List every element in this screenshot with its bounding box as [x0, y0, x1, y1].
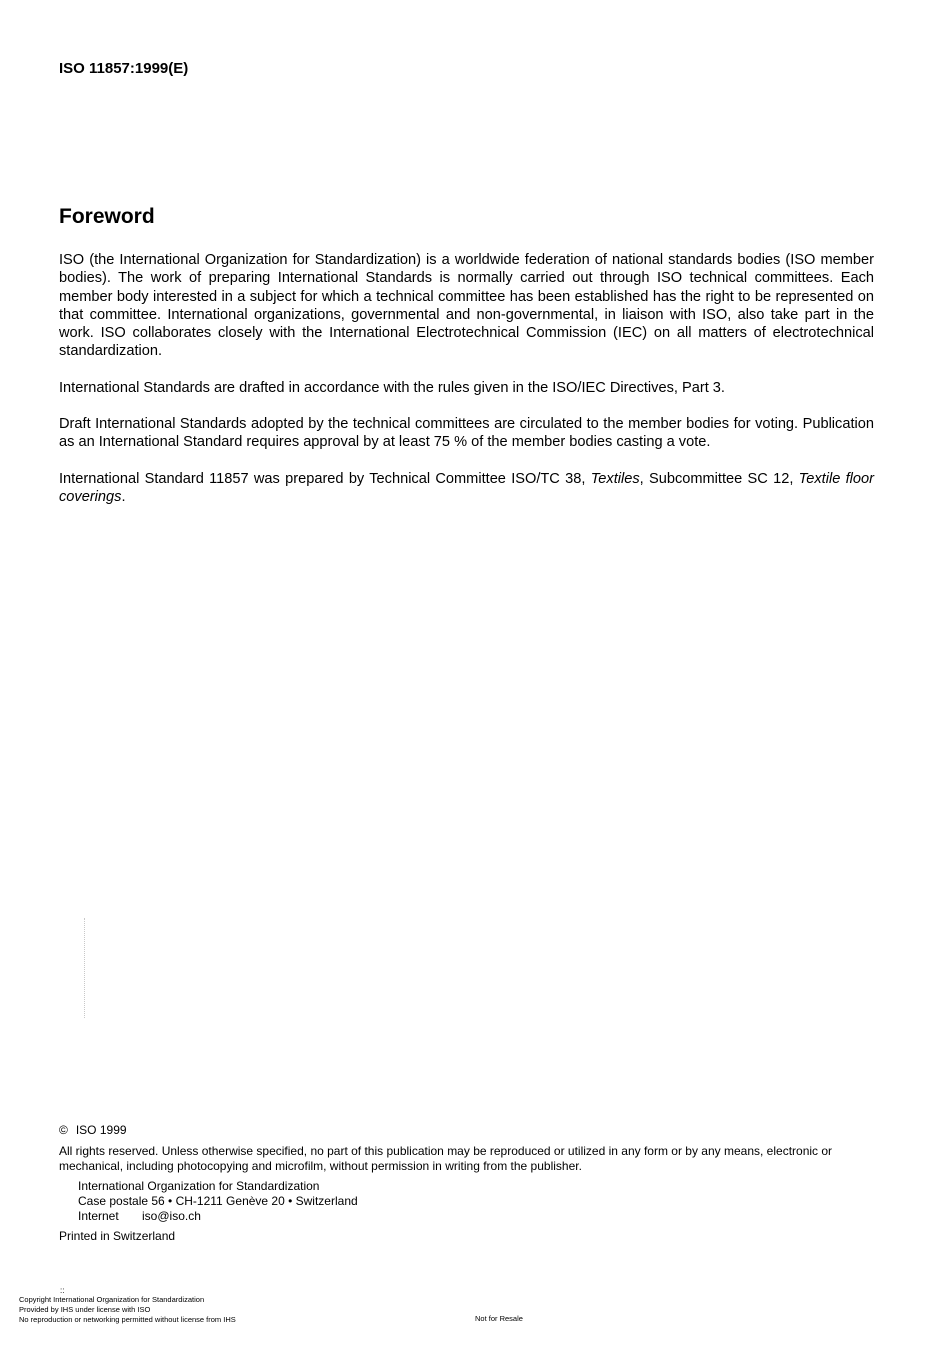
footer-dots: :: [60, 1286, 65, 1295]
vertical-dotted-mark [84, 918, 87, 1018]
not-for-resale-notice: Not for Resale [475, 1314, 523, 1323]
publisher-name: International Organization for Standardization [78, 1179, 320, 1193]
committee-text-3: . [121, 488, 126, 505]
publisher-address [78, 1179, 879, 1224]
paragraph-directives: International Standards are drafted in accordance with the rules given in the ISO/IEC Directives, Part 3. [59, 379, 725, 396]
paragraph-iso-intro: ISO (the International Organization for Standardization) is a worldwide federation of national standards bodies (ISO member bodies). The work of preparing International Standards is normally carried out through ISO technical committees. Each member body interested in a subject for which a technical committee has been established has the right to be represented on that committee. International organizations, governmental and non-governmental, in liaison with ISO, also take part in the work. ISO collaborates closely with the International Electrotechnical Commission (IEC) on all matters of electrotechnical standardization. [59, 252, 874, 360]
paragraph-draft-standards: Draft International Standards adopted by the technical committees are circulated to the member bodies for voting. Publication as an International Standard requires approval by at least 75 % of the member bodies casting a vote. [59, 416, 874, 451]
foreword-body [59, 251, 874, 524]
subcommittee-name-italic: Textile floor coverings [59, 470, 874, 505]
license-footer [19, 1287, 236, 1325]
copyright-line [59, 1123, 879, 1138]
internet-line [78, 1209, 879, 1224]
page-title: Foreword [59, 205, 155, 228]
footer-copyright-line: Copyright International Organization for Standardization [19, 1295, 205, 1304]
internet-email: iso@iso.ch [142, 1209, 201, 1223]
postal-address: Case postale 56 • CH-1211 Genève 20 • Switzerland [78, 1194, 358, 1208]
printed-in: Printed in Switzerland [59, 1229, 176, 1243]
committee-name-italic: Textiles [590, 470, 640, 487]
committee-text-1: International Standard 11857 was prepared by Technical Committee ISO/TC 38, [59, 470, 591, 487]
rights-statement: All rights reserved. Unless otherwise specified, no part of this publication may be reproduced or utilized in any form or by any means, electronic or mechanical, including photocopying and microfilm, without permission in writing from the publisher. [59, 1144, 833, 1173]
footer-reproduction-line: No reproduction or networking permitted without license from IHS [19, 1315, 236, 1324]
copyright-year: ISO 1999 [75, 1123, 127, 1137]
copyright-block [59, 1123, 879, 1244]
document-identifier: ISO 11857:1999(E) [59, 60, 189, 77]
committee-text-2: , Subcommittee SC 12, [639, 470, 799, 487]
paragraph-committee [59, 470, 874, 507]
copyright-symbol: © [59, 1123, 68, 1137]
internet-label: Internet [78, 1209, 119, 1223]
footer-license-line: Provided by IHS under license with ISO [19, 1305, 151, 1314]
